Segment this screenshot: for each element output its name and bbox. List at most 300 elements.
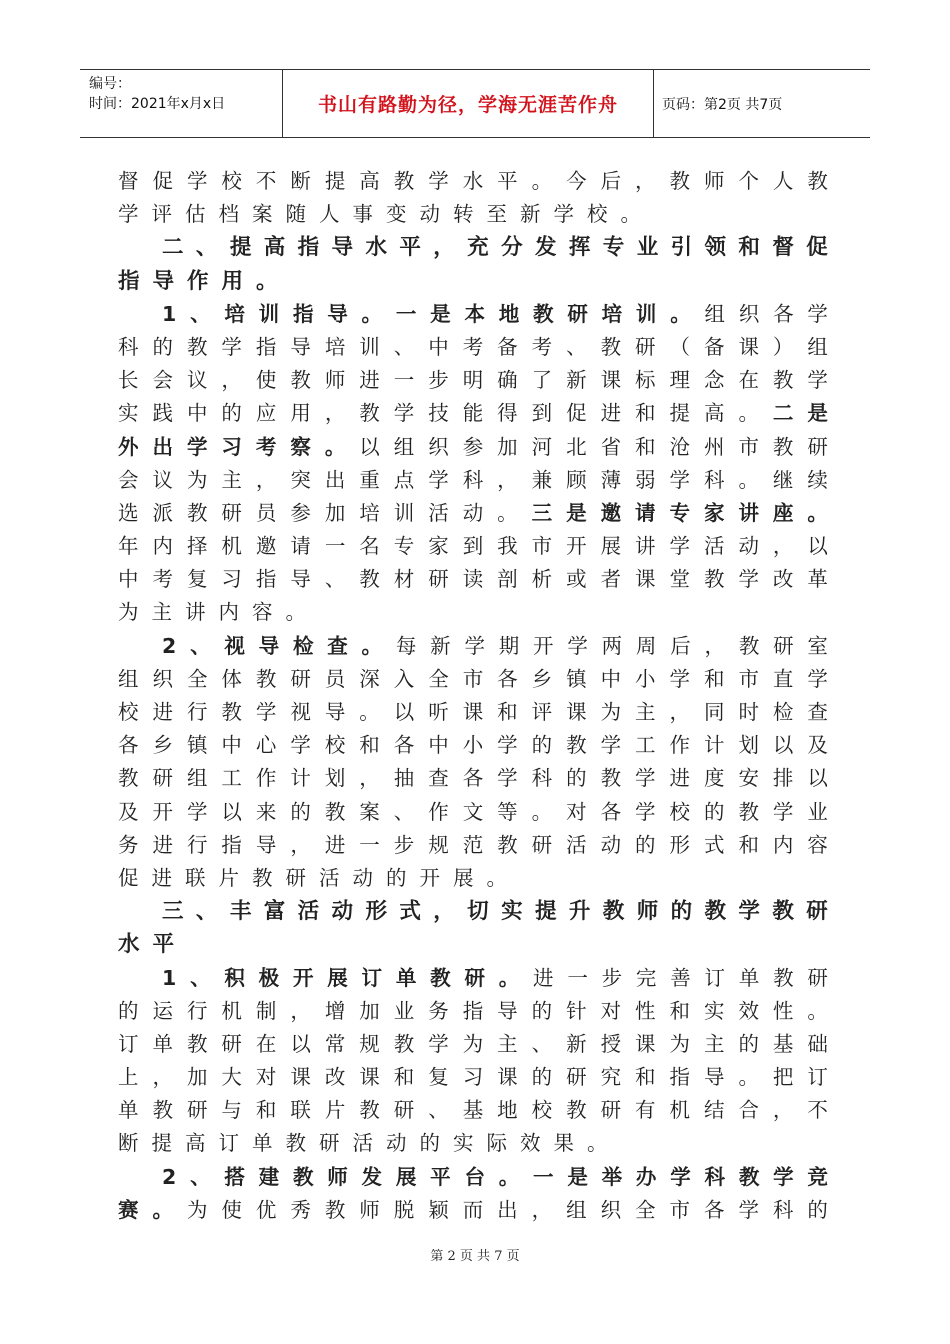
glyph: 主 [221, 467, 242, 492]
glyph: 科 [704, 1164, 726, 1189]
text-line [118, 729, 828, 762]
glyph: 科 [462, 467, 484, 492]
section-heading [118, 895, 828, 928]
glyph: 和 [738, 832, 759, 857]
glyph: 实 [118, 401, 139, 426]
glyph: 教 [359, 401, 380, 426]
glyph: 学 [428, 169, 449, 193]
glyph: 提 [324, 169, 346, 193]
glyph: 度 [703, 766, 725, 791]
glyph: 的 [635, 832, 656, 857]
text-line: 断提高订单教研活动的实际效果。 [118, 1131, 621, 1156]
glyph: 课 [462, 700, 484, 724]
glyph: 形 [669, 832, 690, 857]
glyph: 性 [772, 998, 794, 1023]
glyph: 期 [498, 633, 520, 658]
glyph: 座 [772, 500, 794, 525]
glyph: 本 [464, 301, 485, 326]
glyph: 抽 [393, 766, 415, 791]
glyph: 秀 [290, 1197, 311, 1222]
glyph: 选 [118, 500, 139, 525]
glyph: 学 [738, 1197, 759, 1222]
glyph: 使 [221, 1197, 242, 1222]
glyph: 市 [531, 534, 553, 559]
glyph: 结 [703, 1098, 725, 1123]
glyph: 学 [567, 633, 588, 658]
glyph: 教 [324, 799, 346, 824]
glyph: 开 [292, 965, 314, 990]
glyph: 展 [600, 534, 622, 559]
glyph: 。 [670, 301, 691, 326]
glyph: 家 [428, 534, 449, 559]
glyph: 学 [497, 766, 518, 791]
glyph: 行 [186, 832, 208, 857]
glyph: 革 [807, 567, 828, 592]
text-line [118, 962, 828, 995]
glyph: 念 [703, 368, 725, 393]
glyph: ） [772, 334, 794, 359]
glyph: 周 [635, 633, 657, 658]
glyph: 参 [462, 434, 484, 459]
glyph: 订 [361, 965, 383, 990]
glyph: 校 [118, 700, 139, 724]
glyph: 织 [428, 434, 449, 459]
glyph: 弱 [635, 467, 656, 492]
glyph: 教 [738, 633, 760, 658]
glyph: 促 [806, 235, 828, 261]
glyph: 市 [669, 1197, 690, 1222]
glyph: 、 [428, 1098, 449, 1123]
glyph: 学 [221, 334, 242, 359]
text-line: 学评估档案随人事变动转至新学校。 [118, 202, 654, 227]
glyph: 动 [738, 534, 759, 559]
text-line: 为主讲内容。 [118, 600, 319, 625]
glyph: 学 [600, 733, 622, 758]
glyph: 积 [224, 965, 245, 990]
glyph: 合 [738, 1098, 759, 1123]
glyph: 发 [534, 235, 557, 261]
glyph: 培 [359, 500, 380, 525]
glyph: 出 [497, 1197, 518, 1222]
glyph: 两 [601, 633, 623, 658]
glyph: 学 [393, 401, 415, 426]
text-line [118, 762, 828, 795]
glyph: 督 [118, 169, 139, 193]
glyph: 加 [497, 434, 518, 459]
glyph: 、 [190, 1164, 211, 1189]
glyph: 研 [221, 1031, 242, 1056]
glyph: 为 [669, 1031, 690, 1056]
glyph: 导 [290, 567, 311, 592]
glyph: 出 [152, 434, 173, 459]
glyph: 导 [331, 235, 354, 261]
glyph: 学 [669, 467, 690, 492]
glyph: 、 [195, 899, 218, 925]
glyph: 二 [772, 401, 794, 426]
glyph: 讲 [635, 534, 656, 559]
glyph: 式 [703, 832, 725, 857]
glyph: 实 [501, 899, 523, 925]
glyph: 出 [324, 467, 346, 492]
header-motto-cell [282, 70, 654, 137]
glyph: 断 [290, 169, 311, 193]
glyph: 视 [224, 633, 245, 658]
glyph: 提 [534, 899, 557, 925]
glyph: 市 [738, 666, 759, 691]
glyph: 教 [807, 169, 828, 193]
glyph: 教 [497, 832, 518, 857]
glyph: 和 [635, 1065, 656, 1090]
glyph: 校 [531, 1098, 553, 1123]
glyph: 对 [600, 998, 622, 1023]
glyph: 的 [531, 1065, 553, 1090]
glyph: 高 [263, 235, 286, 261]
glyph: 师 [327, 1164, 348, 1189]
glyph: 乡 [531, 666, 553, 691]
glyph: 主 [635, 700, 656, 724]
glyph: 导 [290, 334, 311, 359]
glyph: 年 [118, 534, 139, 559]
glyph: 标 [635, 368, 656, 393]
glyph: 研 [635, 334, 656, 359]
glyph: 以 [807, 766, 828, 791]
glyph: 教 [186, 500, 208, 525]
glyph: 基 [772, 1031, 794, 1056]
glyph: 师 [359, 1197, 380, 1222]
glyph: 习 [221, 434, 242, 459]
glyph: 动 [462, 500, 484, 525]
glyph: ， [221, 368, 242, 393]
glyph: 沧 [669, 434, 690, 459]
text-line [118, 364, 828, 397]
glyph: 习 [462, 1065, 484, 1090]
glyph: 学 [807, 301, 828, 326]
glyph: 、 [531, 1031, 553, 1056]
glyph: 时 [738, 700, 759, 724]
glyph: 组 [186, 766, 208, 791]
glyph: 单 [118, 1098, 139, 1123]
glyph: 计 [290, 766, 311, 791]
glyph: 一 [393, 368, 415, 393]
glyph: 搭 [224, 1164, 245, 1189]
glyph: 顾 [566, 467, 587, 492]
glyph: 备 [497, 334, 518, 359]
glyph: 进 [600, 401, 622, 426]
glyph: 研 [600, 1098, 622, 1123]
glyph: 培 [324, 334, 346, 359]
glyph: 的 [703, 799, 725, 824]
glyph: ， [531, 1197, 553, 1222]
glyph: 平 [399, 235, 421, 261]
glyph: 评 [531, 700, 553, 724]
glyph: 培 [224, 301, 245, 326]
glyph: 规 [428, 832, 449, 857]
glyph: 、 [566, 334, 587, 359]
glyph: 基 [462, 1098, 484, 1123]
glyph: 一 [359, 832, 380, 857]
glyph: 研 [566, 1065, 587, 1090]
page-header [80, 69, 870, 138]
glyph: 为 [186, 1197, 208, 1222]
glyph: 继 [772, 467, 794, 492]
glyph: 。 [497, 500, 518, 525]
glyph: 活 [297, 899, 320, 925]
glyph: 切 [467, 899, 489, 925]
glyph: 高 [703, 401, 725, 426]
page-footer: 第 2 页 共 7 页 [430, 1249, 520, 1264]
glyph: 中 [428, 733, 449, 758]
glyph: 丰 [229, 899, 252, 925]
glyph: 明 [462, 368, 484, 393]
glyph: 教 [738, 799, 759, 824]
glyph: 同 [703, 700, 725, 724]
glyph: 听 [428, 700, 449, 724]
glyph: 到 [531, 401, 553, 426]
glyph: 派 [152, 500, 173, 525]
glyph: 。 [738, 1065, 759, 1090]
glyph: 织 [738, 301, 760, 326]
glyph: 指 [255, 334, 277, 359]
glyph: 竞 [807, 1164, 828, 1189]
glyph: 外 [118, 434, 139, 459]
glyph: 中 [186, 401, 208, 426]
glyph: 科 [531, 766, 553, 791]
glyph: 师 [324, 368, 346, 393]
glyph: 科 [703, 467, 725, 492]
glyph: 科 [118, 334, 139, 359]
glyph: 的 [807, 1197, 828, 1222]
glyph: 教 [393, 1031, 415, 1056]
glyph: 文 [462, 799, 484, 824]
glyph: 机 [221, 998, 242, 1023]
glyph: 一 [533, 1164, 554, 1189]
glyph: 和 [497, 700, 518, 724]
glyph: 的 [531, 733, 553, 758]
glyph: 指 [292, 301, 314, 326]
glyph: 会 [152, 368, 173, 393]
glyph: 领 [704, 235, 727, 261]
glyph: 择 [186, 534, 208, 559]
section-heading [118, 231, 828, 264]
glyph: 课 [497, 1065, 518, 1090]
glyph: 效 [738, 998, 759, 1023]
text-line [118, 1194, 828, 1227]
glyph: 深 [359, 666, 380, 691]
glyph: 师 [636, 899, 659, 925]
glyph: 学 [464, 633, 485, 658]
glyph: 教 [221, 700, 242, 724]
glyph: 者 [600, 567, 622, 592]
glyph: 。 [498, 1164, 520, 1189]
glyph: 研 [464, 965, 485, 990]
glyph: 排 [772, 766, 794, 791]
text-line [118, 829, 828, 862]
glyph: 的 [221, 401, 242, 426]
glyph: 中 [428, 334, 449, 359]
glyph: 学 [290, 733, 311, 758]
glyph: 全 [186, 666, 208, 691]
glyph: 训 [258, 301, 280, 326]
glyph: 学 [738, 899, 760, 925]
glyph: 指 [462, 998, 484, 1023]
glyph: 学 [635, 766, 656, 791]
glyph: 、 [190, 965, 211, 990]
glyph: 各 [703, 1197, 725, 1222]
glyph: 薄 [600, 467, 622, 492]
glyph: 举 [601, 1164, 623, 1189]
glyph: 一 [324, 534, 346, 559]
glyph: 大 [221, 1065, 242, 1090]
glyph: 及 [118, 799, 139, 824]
glyph: 视 [290, 700, 311, 724]
glyph: 地 [497, 1098, 518, 1123]
glyph: 引 [670, 235, 693, 261]
glyph: 。 [361, 301, 383, 326]
glyph: 新 [430, 633, 451, 658]
glyph: 高 [359, 169, 380, 193]
document-number-label: 编号： [89, 76, 131, 92]
glyph: 进 [533, 965, 554, 990]
glyph: 划 [324, 766, 346, 791]
glyph: 教 [738, 1164, 760, 1189]
text-line [118, 397, 828, 430]
glyph: 研 [393, 1098, 415, 1123]
glyph: 重 [359, 467, 380, 492]
glyph: 教 [566, 733, 587, 758]
glyph: 各 [773, 301, 794, 326]
glyph: ， [433, 235, 455, 261]
text-line [118, 1028, 828, 1061]
glyph: 察 [290, 434, 311, 459]
glyph: 教 [600, 766, 622, 791]
glyph: 复 [186, 567, 208, 592]
glyph: 教 [292, 1164, 314, 1189]
glyph: 为 [462, 1031, 484, 1056]
text-line [118, 1161, 828, 1194]
glyph: 增 [324, 998, 346, 1023]
glyph: 工 [635, 733, 656, 758]
glyph: 请 [290, 534, 311, 559]
glyph: 单 [152, 1031, 173, 1056]
glyph: 对 [566, 799, 587, 824]
glyph: 分 [501, 235, 523, 261]
glyph: 业 [393, 998, 415, 1023]
glyph: 三 [531, 500, 553, 525]
glyph: 订 [704, 965, 726, 990]
glyph: 展 [327, 965, 348, 990]
glyph: 不 [807, 1098, 828, 1123]
glyph: 名 [359, 534, 380, 559]
glyph: 对 [255, 1065, 277, 1090]
glyph: 。 [531, 799, 553, 824]
glyph: 长 [118, 368, 139, 393]
text-line [118, 563, 828, 596]
glyph: 学 [635, 799, 656, 824]
glyph: 教 [772, 899, 794, 925]
glyph: 市 [738, 434, 759, 459]
glyph: 。 [531, 169, 553, 193]
glyph: 开 [152, 799, 173, 824]
glyph: 挥 [568, 235, 591, 261]
glyph: 学 [186, 799, 208, 824]
glyph: 是 [567, 1164, 588, 1189]
glyph: 和 [738, 235, 760, 261]
glyph: 水 [462, 169, 484, 193]
glyph: 织 [152, 666, 173, 691]
glyph: 北 [566, 434, 587, 459]
glyph: 和 [669, 998, 690, 1023]
glyph: 督 [772, 235, 794, 261]
glyph: 活 [703, 534, 725, 559]
glyph: 训 [359, 334, 380, 359]
glyph: 组 [704, 301, 726, 326]
glyph: 材 [393, 567, 415, 592]
glyph: 每 [395, 633, 417, 658]
glyph: 今 [566, 169, 587, 193]
glyph: 平 [430, 1164, 451, 1189]
glyph: 理 [669, 368, 690, 393]
glyph: 学 [428, 467, 449, 492]
glyph: 1 [162, 965, 177, 990]
glyph: 主 [497, 1031, 518, 1056]
glyph: 各 [393, 733, 415, 758]
glyph: 案 [359, 799, 380, 824]
glyph: 为 [186, 467, 208, 492]
glyph: 为 [600, 700, 622, 724]
glyph: 研 [290, 666, 311, 691]
glyph: （ [669, 334, 690, 359]
text-line [118, 165, 828, 198]
glyph: 教 [186, 1031, 208, 1056]
glyph: 指 [255, 567, 277, 592]
glyph: 的 [152, 334, 173, 359]
glyph: 析 [531, 567, 553, 592]
glyph: 中 [118, 567, 139, 592]
glyph: 。 [738, 467, 759, 492]
glyph: 教 [602, 899, 625, 925]
glyph: 研 [428, 567, 449, 592]
glyph: 和 [255, 1098, 277, 1123]
glyph: 。 [361, 633, 383, 658]
glyph: 教 [152, 1098, 173, 1123]
glyph: 学 [807, 666, 828, 691]
glyph: 以 [290, 1031, 311, 1056]
glyph: 检 [772, 700, 794, 724]
glyph: 和 [635, 434, 656, 459]
glyph: 检 [292, 633, 314, 658]
glyph: 各 [462, 766, 484, 791]
glyph: 在 [738, 368, 759, 393]
glyph: 把 [772, 1065, 794, 1090]
text-line [118, 298, 828, 331]
text-line [118, 331, 828, 364]
glyph: 授 [600, 1031, 622, 1056]
glyph: 机 [221, 534, 242, 559]
glyph: 的 [531, 998, 553, 1023]
glyph: 内 [152, 534, 173, 559]
glyph: 和 [703, 666, 725, 691]
glyph: 和 [635, 401, 656, 426]
section-heading-cont: 指导作用。 [118, 268, 291, 294]
glyph: 人 [772, 169, 794, 193]
glyph: 讲 [738, 500, 759, 525]
glyph: 的 [670, 899, 693, 925]
glyph: 1 [162, 301, 177, 326]
document-body [118, 165, 828, 1227]
glyph: 能 [462, 401, 484, 426]
glyph: 订 [807, 1065, 828, 1090]
glyph: ， [359, 766, 380, 791]
